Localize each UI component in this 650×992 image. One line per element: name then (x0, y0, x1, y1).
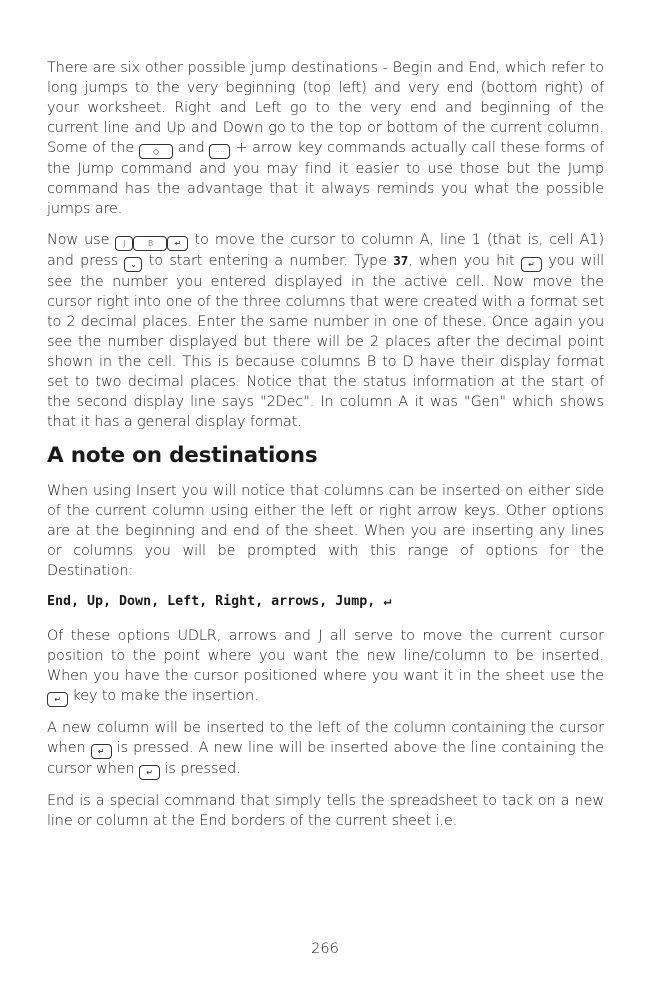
page-content (47, 58, 604, 842)
text-run: to move the cursor to column A, line 1 (that is, cell A1) and press (47, 232, 604, 269)
text-run: , when you hit (408, 253, 515, 269)
text-run: A new column will be inserted to the left of the column containing the cursor when (47, 720, 604, 756)
enter-key-icon: ↵ (91, 744, 112, 759)
b-key-icon: B (133, 236, 167, 251)
diamond-key-icon: ◇ (139, 144, 173, 159)
text-run: and (177, 140, 205, 156)
enter-key-icon: ↵ (521, 257, 542, 272)
paragraph-jump-destinations (47, 58, 604, 219)
text-run: is pressed. A new line will be inserted above the line containing the cursor when (47, 740, 604, 777)
text-run: There are six other possible jump destinations - Begin and End, which refer to long jumps to the very beginning (top left) and very end (bottom right) of your worksheet. Right and Left go to the very end and beginning of the current line and Up and Down go to the top or bottom of the current column. Some of the (47, 60, 604, 156)
enter-key-icon: ↵ (167, 236, 188, 251)
section-heading: A note on destinations (47, 443, 318, 468)
typed-number: 37 (393, 253, 409, 268)
text-run: to start entering a number. Type (148, 253, 387, 269)
paragraph-udlr-options (47, 626, 604, 707)
destination-options-code: End, Up, Down, Left, Right, arrows, Jump, ↵ (47, 594, 392, 609)
paragraph-new-column (47, 718, 604, 780)
text-run: + arrow key commands actually call these forms of the Jump command and you may find it easier to use those but the Jump command has the advantage that it always reminds you what the possible jumps are. (47, 140, 604, 217)
cursor-key-icon: ⌄ (124, 257, 142, 272)
paragraph-end-command: End is a special command that simply tells the spreadsheet to tack on a new line or column at the End borders of the current sheet i.e. (47, 793, 604, 829)
paragraph-insert-options: When using Insert you will notice that columns can be inserted on either side of the current column using either the left or right arrow keys. Other options are at the beginning and end of the sheet. When you are inserting any lines or columns you will be prompted with this range of options for the Destination: (47, 483, 604, 579)
enter-key-icon: ↵ (47, 692, 68, 707)
text-run: is pressed. (164, 761, 241, 777)
text-run: Now use (47, 232, 110, 248)
option-key-icon: ···· (209, 144, 230, 159)
page-number: 266 (311, 941, 339, 957)
j-key-icon: J (115, 236, 133, 251)
paragraph-now-use (47, 230, 604, 432)
text-run: key to make the insertion. (72, 688, 259, 704)
text-run: Of these options UDLR, arrows and J all serve to move the current cursor position to the point where you want the new line/column to be inserted. When you have the cursor positioned where you want it in the sheet use the (47, 628, 604, 684)
text-run: you will see the number you entered displayed in the active cell. Now move the cursor right into one of the three columns that were created with a format set to 2 decimal places. Enter the same number in one of these. Once again you see the number displayed but there will be 2 places after the decimal point shown in the cell. This is because columns B to D have their display format set to two decimal places. Notice that the status information at the start of the second display line says "2Dec". In column A it was "Gen" which shows that it has a general display format. (47, 253, 605, 430)
enter-key-icon: ↵ (139, 765, 160, 780)
